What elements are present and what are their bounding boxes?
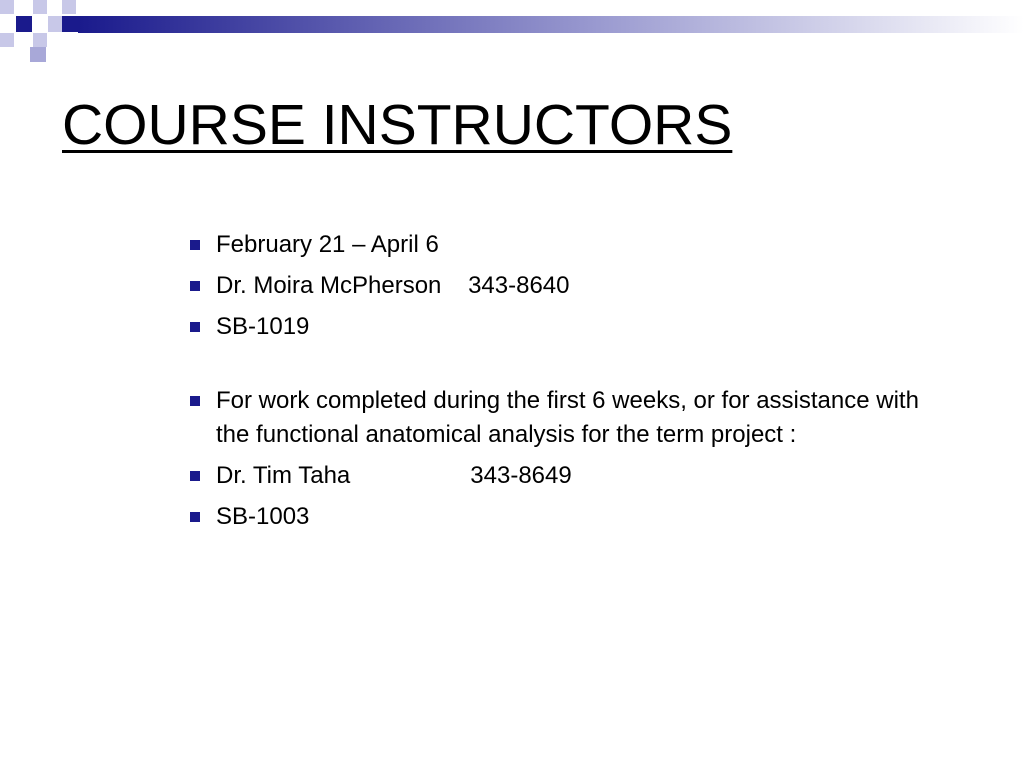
square-bullet-icon xyxy=(190,512,200,522)
deco-square xyxy=(33,33,47,47)
list-item xyxy=(190,269,950,303)
bullet-text: February 21 – April 6 xyxy=(216,231,439,258)
bullet-text: For work completed during the first 6 weeks, or for assistance with the functional anatomical analysis for the term project : xyxy=(216,387,919,448)
deco-square xyxy=(33,0,47,14)
list-item xyxy=(190,310,950,344)
deco-square xyxy=(62,16,78,32)
deco-square xyxy=(48,16,62,32)
bullet-text: Dr. Moira McPherson 343-8640 xyxy=(216,272,570,299)
deco-square xyxy=(30,47,46,62)
square-bullet-icon xyxy=(190,240,200,250)
bullet-text: SB-1019 xyxy=(216,313,310,340)
bullet-list xyxy=(190,228,950,541)
square-bullet-icon xyxy=(190,471,200,481)
deco-square xyxy=(16,16,32,32)
list-item xyxy=(190,384,950,452)
list-item xyxy=(190,228,950,262)
list-item xyxy=(190,500,950,534)
bullet-text: Dr. Tim Taha 343-8649 xyxy=(216,462,572,489)
header-gradient-band xyxy=(78,16,1024,33)
square-bullet-icon xyxy=(190,322,200,332)
square-bullet-icon xyxy=(190,281,200,291)
deco-square xyxy=(0,33,14,47)
deco-square xyxy=(0,0,14,14)
deco-square xyxy=(62,0,76,14)
list-item xyxy=(190,459,950,493)
header-decoration xyxy=(0,0,1024,64)
slide-title: COURSE INSTRUCTORS xyxy=(62,93,733,157)
square-bullet-icon xyxy=(190,396,200,406)
bullet-text: SB-1003 xyxy=(216,503,310,530)
